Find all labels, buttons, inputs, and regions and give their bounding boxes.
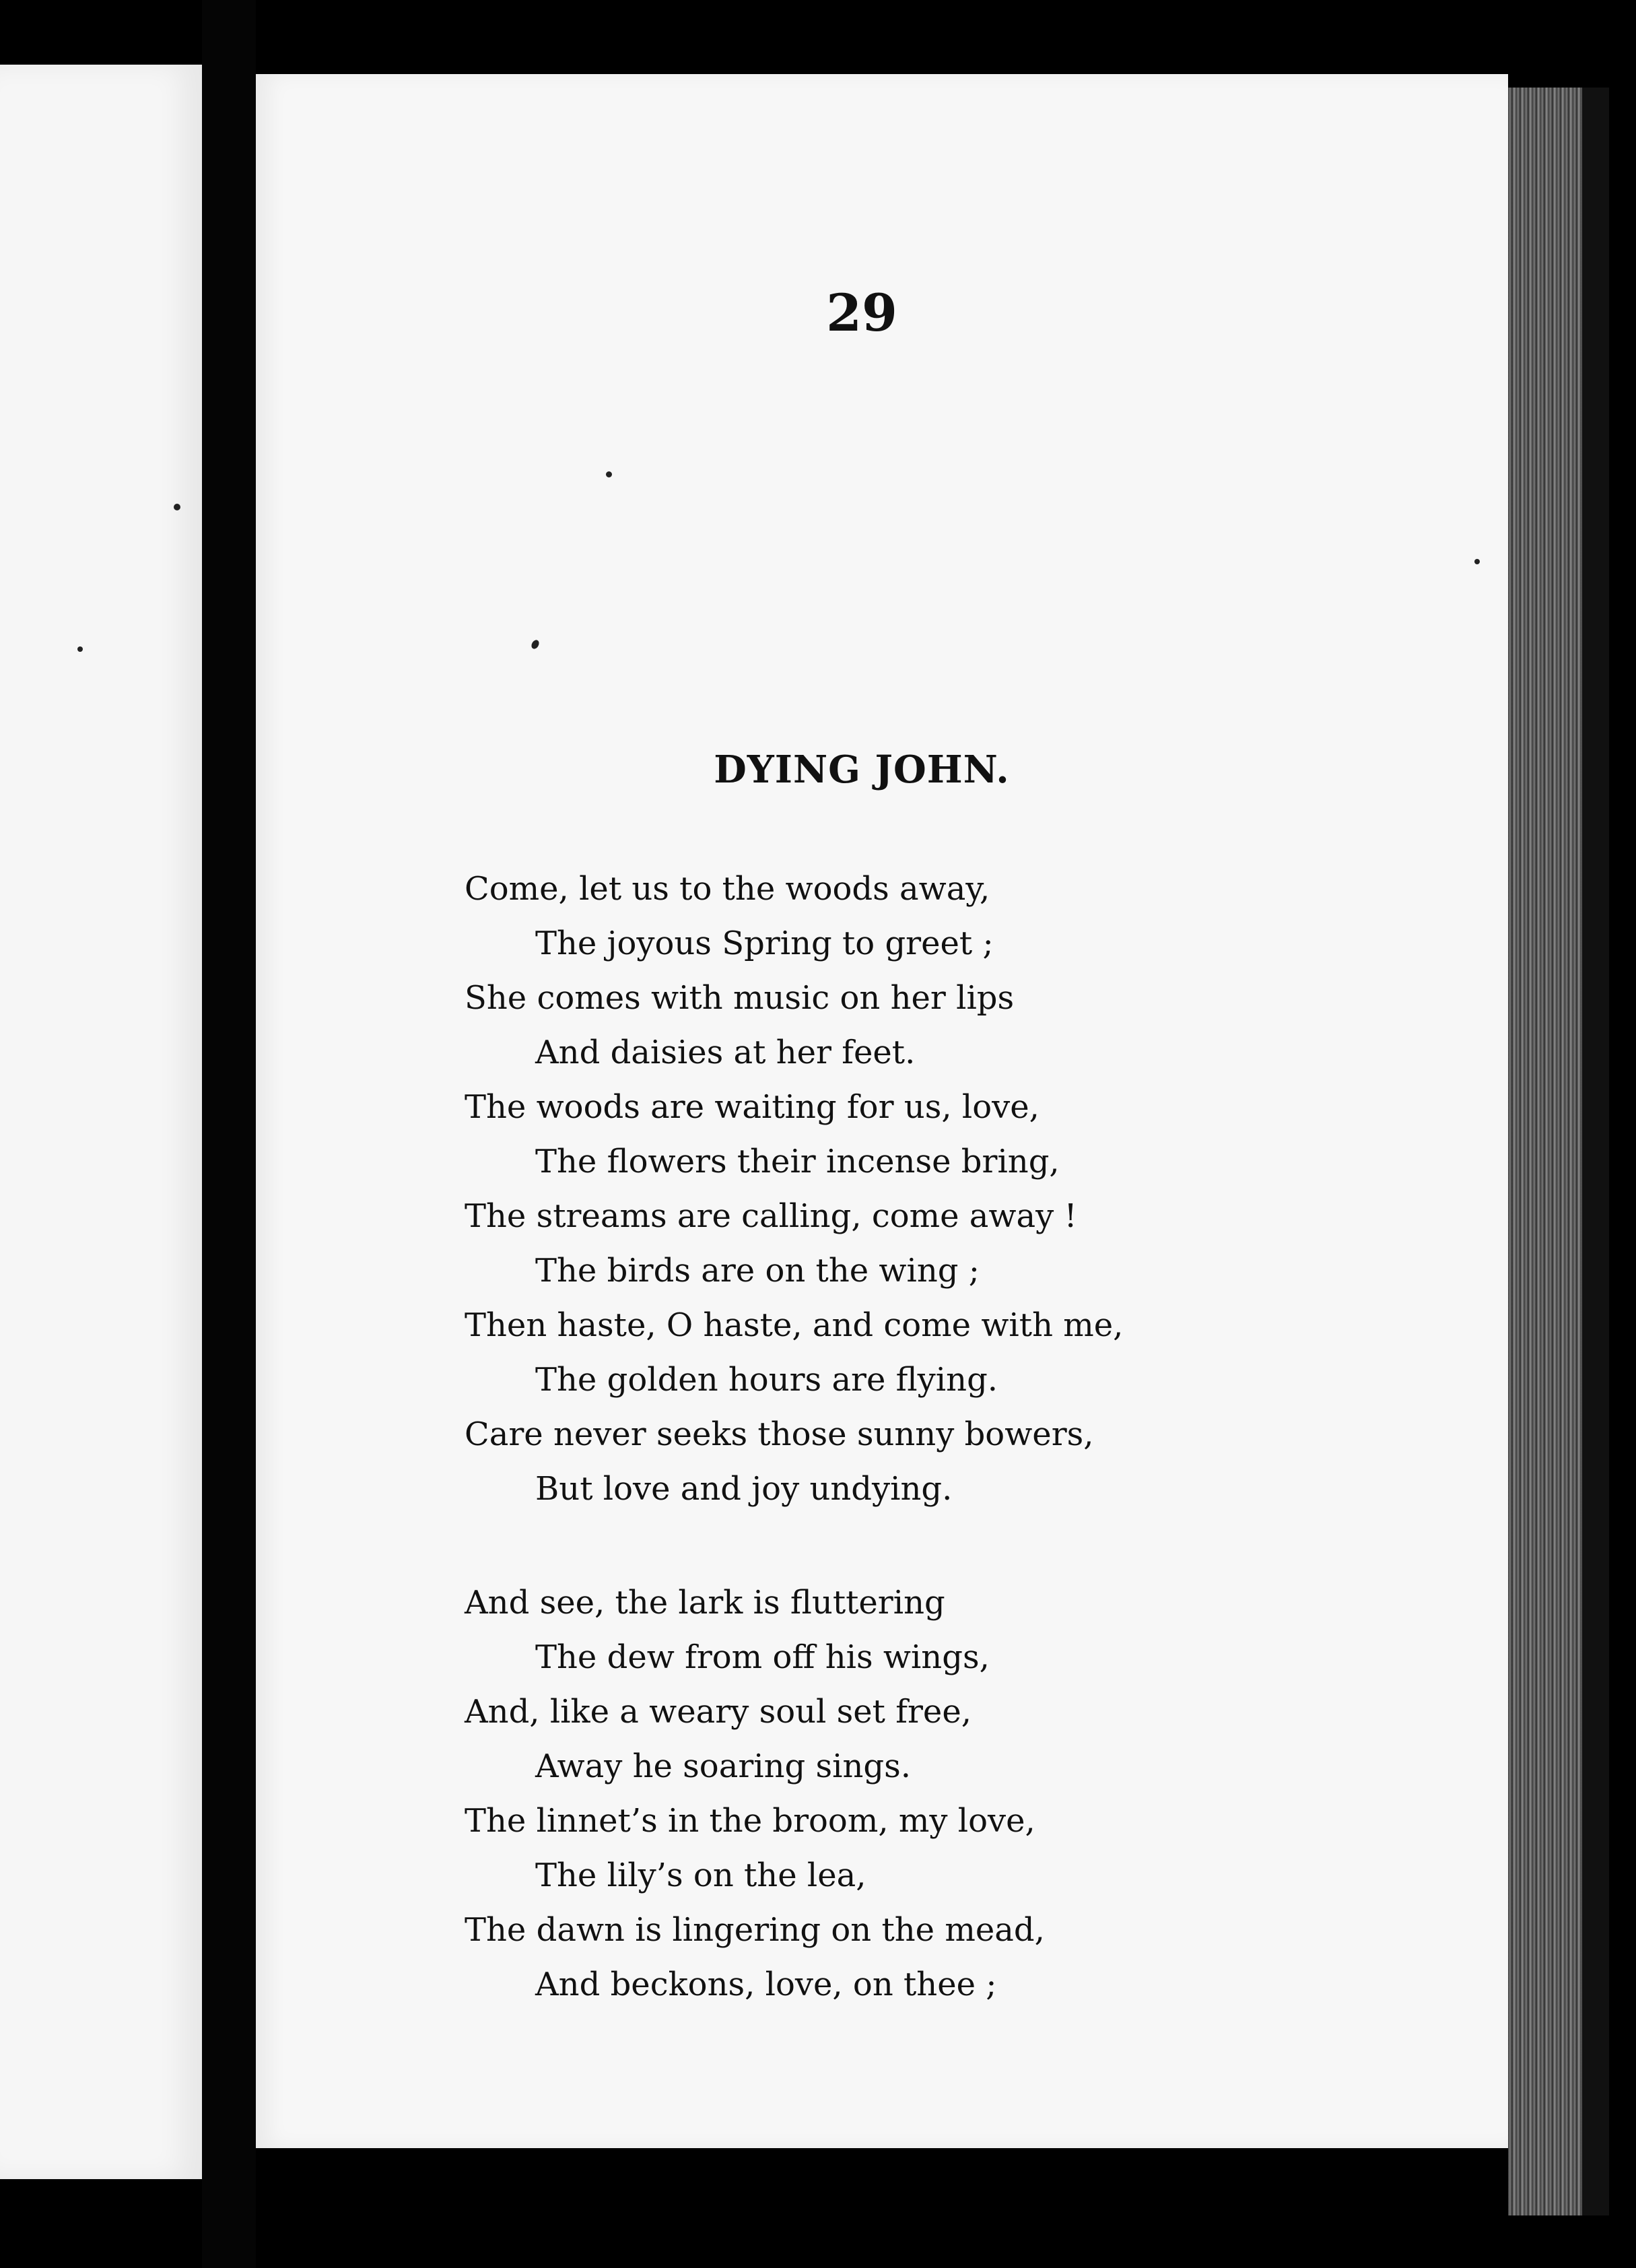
stanza-2 [465,1576,1407,2012]
book-page [256,74,1508,2148]
poem-line: Care never seeks those sunny bowers, [465,1415,1094,1453]
speckle [77,646,83,652]
poem-line: The lily’s on the lea, [535,1857,866,1894]
poem-line: And, like a weary soul set free, [465,1693,972,1731]
poem-line: The dew from off his wings, [535,1638,990,1676]
poem-line: The dawn is lingering on the mead, [465,1911,1045,1949]
poem-line: The woods are waiting for us, love, [465,1088,1039,1126]
poem-line: The joyous Spring to greet ; [535,925,994,962]
poem-line: Then haste, O haste, and come with me, [465,1306,1124,1344]
speckle [530,638,541,650]
speckle [174,504,180,510]
poem-line: The linnet’s in the broom, my love, [465,1802,1035,1840]
poem-line: Away he soaring sings. [535,1747,912,1785]
poem-line: And beckons, love, on thee ; [535,1966,997,2003]
poem-line: The streams are calling, come away ! [465,1197,1077,1235]
poem-line: But love and joy undying. [535,1470,953,1508]
poem-line: Come, let us to the woods away, [465,870,990,908]
page-edges [1508,88,1609,2215]
facing-page-left [0,65,202,2179]
speckle [606,471,612,477]
stanza-1 [465,862,1407,1516]
book-gutter [202,0,256,2268]
speckle [1474,559,1480,564]
poem-line: She comes with music on her lips [465,979,1015,1017]
poem-line: The birds are on the wing ; [535,1252,980,1290]
poem-line: And see, the lark is fluttering [465,1584,945,1622]
poem-line: The flowers their incense bring, [535,1143,1060,1180]
poem-line: And daisies at her feet. [535,1034,916,1071]
poem-line: The golden hours are flying. [535,1361,998,1399]
poem-title: DYING JOHN. [714,747,1010,792]
page-number: 29 [826,283,897,343]
